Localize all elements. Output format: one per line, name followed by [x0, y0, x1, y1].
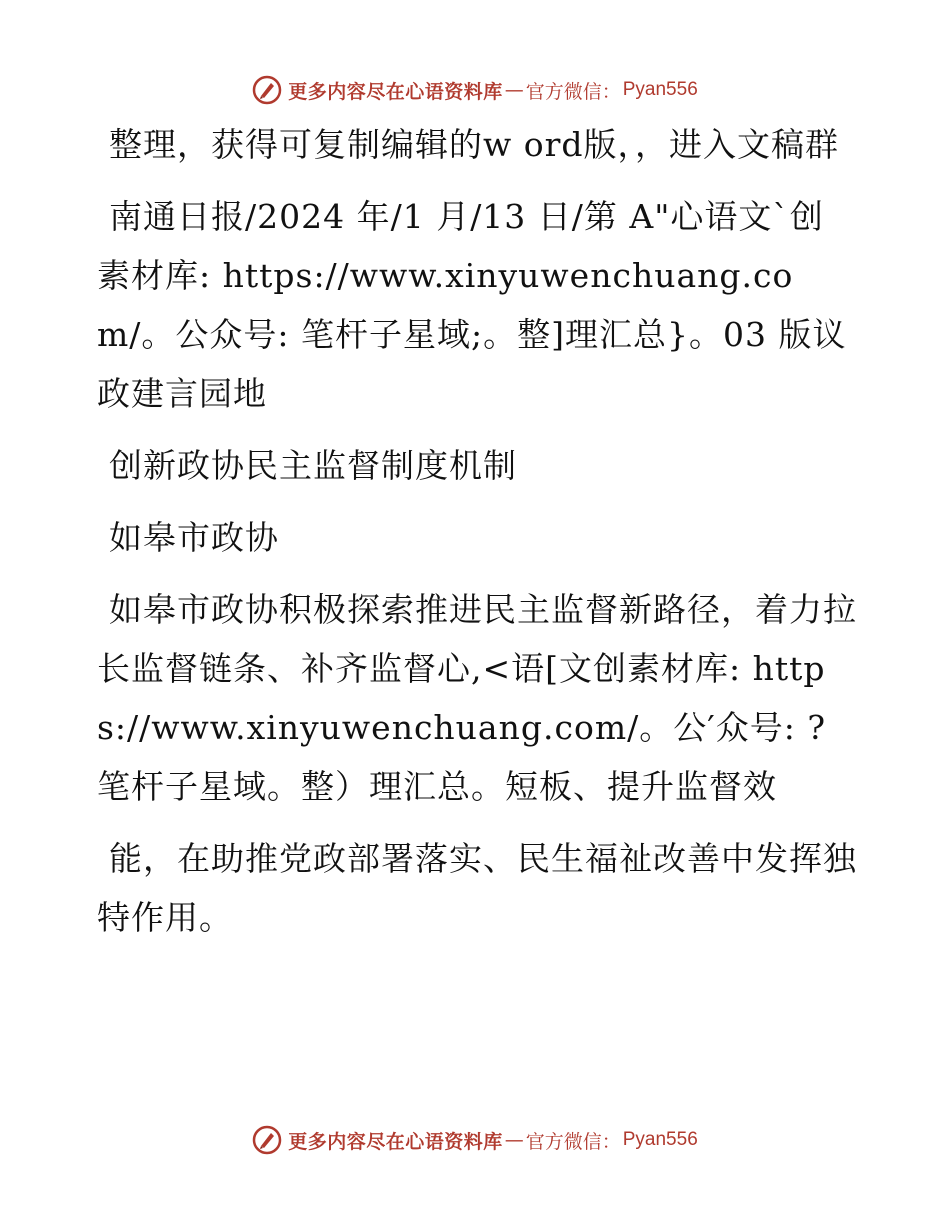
header-wechat-id: Pyan556 — [622, 79, 698, 100]
paragraph-5: 如皋市政协积极探索推进民主监督新路径，着力拉长监督链条、补齐监督心,<语[文创素材库: https://www.xinyuwenchuang.com/。公′众号: ?笔杆子星域。整）理汇总。短板、提升监督效 — [97, 590, 857, 806]
header-dash: — — [504, 79, 524, 101]
article-author: 如皋市政协 — [109, 518, 279, 557]
header-banner — [0, 70, 950, 110]
pen-logo-icon — [252, 75, 282, 105]
document-body — [97, 115, 857, 947]
header-promo-text: 更多内容尽在心语资料库 — [288, 80, 503, 103]
footer-dash: — — [504, 1129, 524, 1151]
footer-promo-text: 更多内容尽在心语资料库 — [288, 1130, 503, 1153]
footer-wechat-id: Pyan556 — [622, 1129, 698, 1150]
footer-banner — [0, 1120, 950, 1160]
footer-wechat-label: 官方微信： — [525, 1130, 621, 1153]
article-title: 创新政协民主监督制度机制 — [109, 446, 517, 485]
header-wechat-label: 官方微信： — [525, 80, 621, 103]
pen-logo-icon — [252, 1125, 282, 1155]
paragraph-6: 能，在助推党政部署落实、民生福祉改善中发挥独特作用。 — [97, 839, 857, 937]
paragraph-2: 南通日报/2024 年/1 月/13 日/第 A"心语文`创素材库: https://www.xinyuwenchuang.com/。公众号: 笔杆子星域;。整]理汇总}。03 版议政建言园地 — [97, 197, 847, 413]
paragraph-1: 整理，获得可复制编辑的w ord版，，进入文稿群 — [109, 125, 840, 164]
